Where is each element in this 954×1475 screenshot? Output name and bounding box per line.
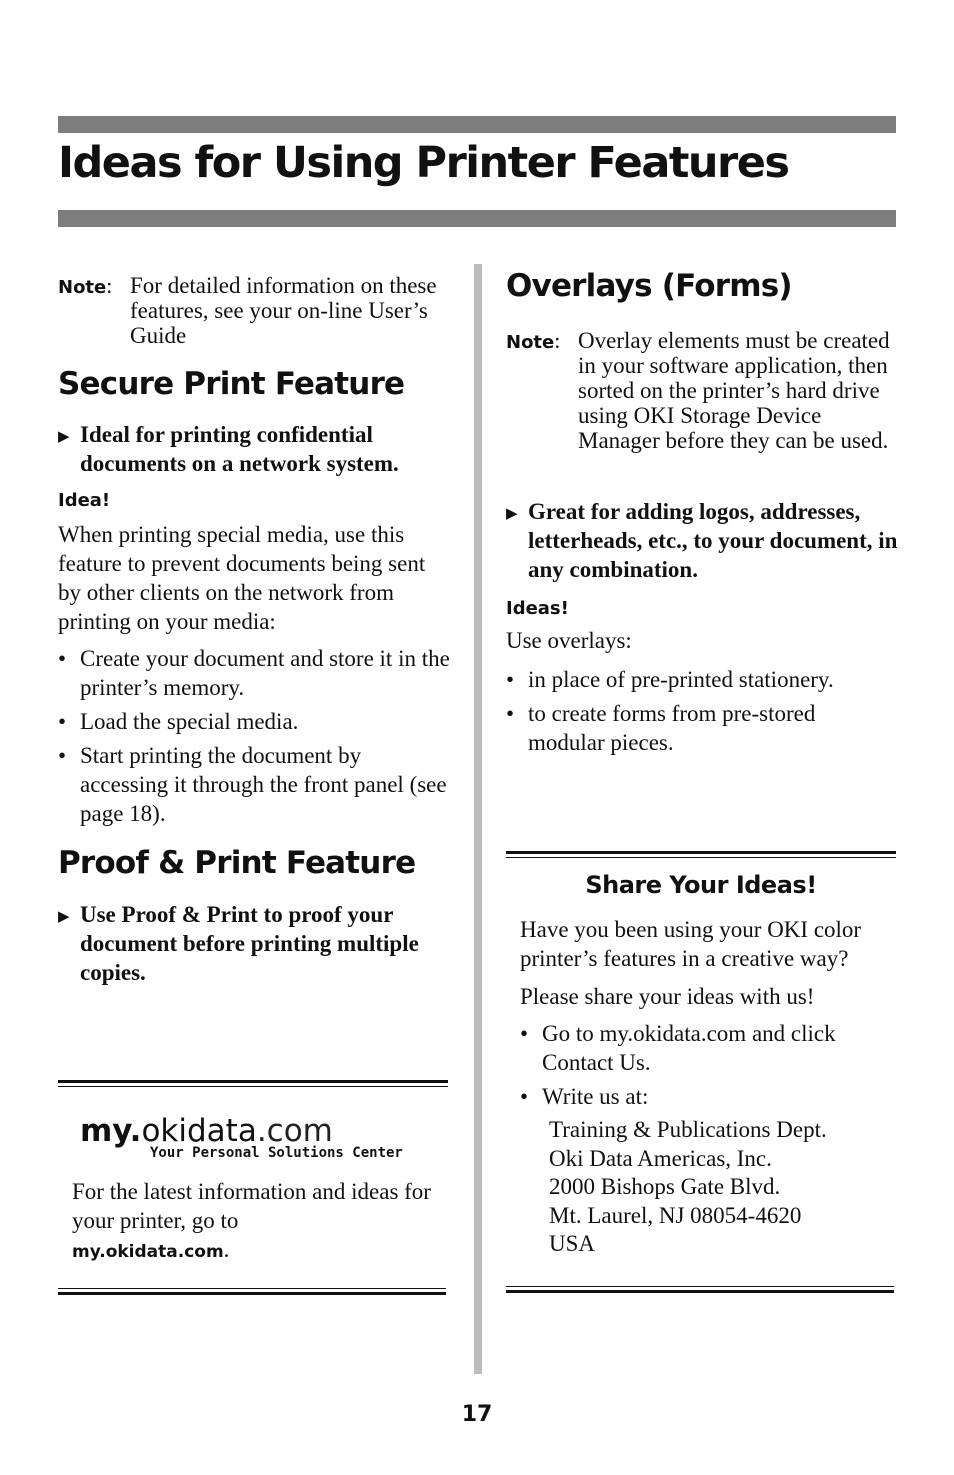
okidata-link[interactable]: my.okidata.com xyxy=(72,1242,224,1262)
share-list xyxy=(520,1019,896,1111)
note-label: Note xyxy=(506,332,555,353)
triangle-bullet-icon: ▶ xyxy=(58,429,70,445)
secure-print-bullet xyxy=(58,420,448,478)
promo-top-rule xyxy=(58,1080,448,1087)
overlays-bullet xyxy=(506,497,898,584)
logo-tagline: Your Personal Solutions Center xyxy=(150,1145,403,1161)
secure-steps-list xyxy=(58,644,450,828)
header-bottom-bar xyxy=(58,210,896,227)
list-item: • Write us at: xyxy=(520,1084,649,1109)
triangle-bullet-icon: ▶ xyxy=(58,909,70,925)
share-p1: Have you been using your OKI color printer’s features in a creative way? xyxy=(520,917,862,971)
proof-print-bullet-text: Use Proof & Print to proof your document before printing multiple copies. xyxy=(80,902,419,985)
overlays-ideas-label: Ideas! xyxy=(506,598,569,619)
note-label: Note xyxy=(58,277,107,298)
list-item: • Start printing the document by accessing it through the front panel (see page 18). xyxy=(58,743,447,826)
list-item: • Load the special media. xyxy=(58,709,299,734)
address-line: USA xyxy=(549,1231,596,1256)
page-number: 17 xyxy=(461,1402,493,1427)
share-body xyxy=(520,915,896,1259)
note-text: For detailed information on these features, see your on-line User’s Guide xyxy=(130,273,437,348)
overlays-list xyxy=(506,665,896,757)
note-text: Overlay elements must be created in your software application, then sorted on the printer’s hard drive using OKI Storage Device Manager before they can be used. xyxy=(578,328,890,453)
page-title: Ideas for Using Printer Features xyxy=(58,138,789,188)
proof-print-bullet xyxy=(58,900,448,987)
address-line: Training & Publications Dept. xyxy=(549,1117,827,1142)
share-heading: Share Your Ideas! xyxy=(585,871,817,899)
secure-body-text: When printing special media, use this feature to prevent documents being sent by other clients on the network from printing on your media: xyxy=(58,522,426,634)
overlays-body xyxy=(506,626,896,762)
address-line: Mt. Laurel, NJ 08054-4620 xyxy=(549,1202,802,1228)
address-line: 2000 Bishops Gate Blvd. xyxy=(549,1174,781,1199)
share-top-rule xyxy=(506,851,896,858)
share-bottom-rule xyxy=(506,1286,894,1293)
note-colon: : xyxy=(554,328,561,353)
okidata-logo xyxy=(80,1108,410,1164)
triangle-bullet-icon: ▶ xyxy=(506,506,518,522)
list-item: • Go to my.okidata.com and click Contact Us. xyxy=(520,1021,836,1075)
share-p2: Please share your ideas with us! xyxy=(520,984,815,1009)
mailing-address xyxy=(549,1116,896,1259)
promo-bottom-rule xyxy=(58,1288,446,1295)
overlays-heading: Overlays (Forms) xyxy=(506,268,792,304)
secure-print-body xyxy=(58,520,450,833)
list-item: • in place of pre-printed stationery. xyxy=(506,667,834,692)
proof-print-heading: Proof & Print Feature xyxy=(58,845,416,881)
overlays-note xyxy=(506,328,896,453)
column-divider xyxy=(474,264,482,1374)
secure-idea-label: Idea! xyxy=(58,490,111,511)
left-note xyxy=(58,273,448,348)
note-colon: : xyxy=(106,273,113,298)
secure-print-bullet-text: Ideal for printing confidential documents on a network system. xyxy=(80,422,399,476)
overlays-body-text: Use overlays: xyxy=(506,628,632,653)
logo-main-text: my.okidata.com xyxy=(80,1113,333,1149)
overlays-bullet-text: Great for adding logos, addresses, letterheads, etc., to your document, in any combination. xyxy=(528,499,898,582)
header-top-bar xyxy=(58,116,896,133)
address-line: Oki Data Americas, Inc. xyxy=(549,1145,772,1171)
list-item: • to create forms from pre-stored modular pieces. xyxy=(506,701,816,755)
secure-print-heading: Secure Print Feature xyxy=(58,366,405,402)
promo-text: For the latest information and ideas for your printer, go to my.okidata.com. xyxy=(72,1179,431,1262)
list-item: • Create your document and store it in the printer’s memory. xyxy=(58,646,450,700)
